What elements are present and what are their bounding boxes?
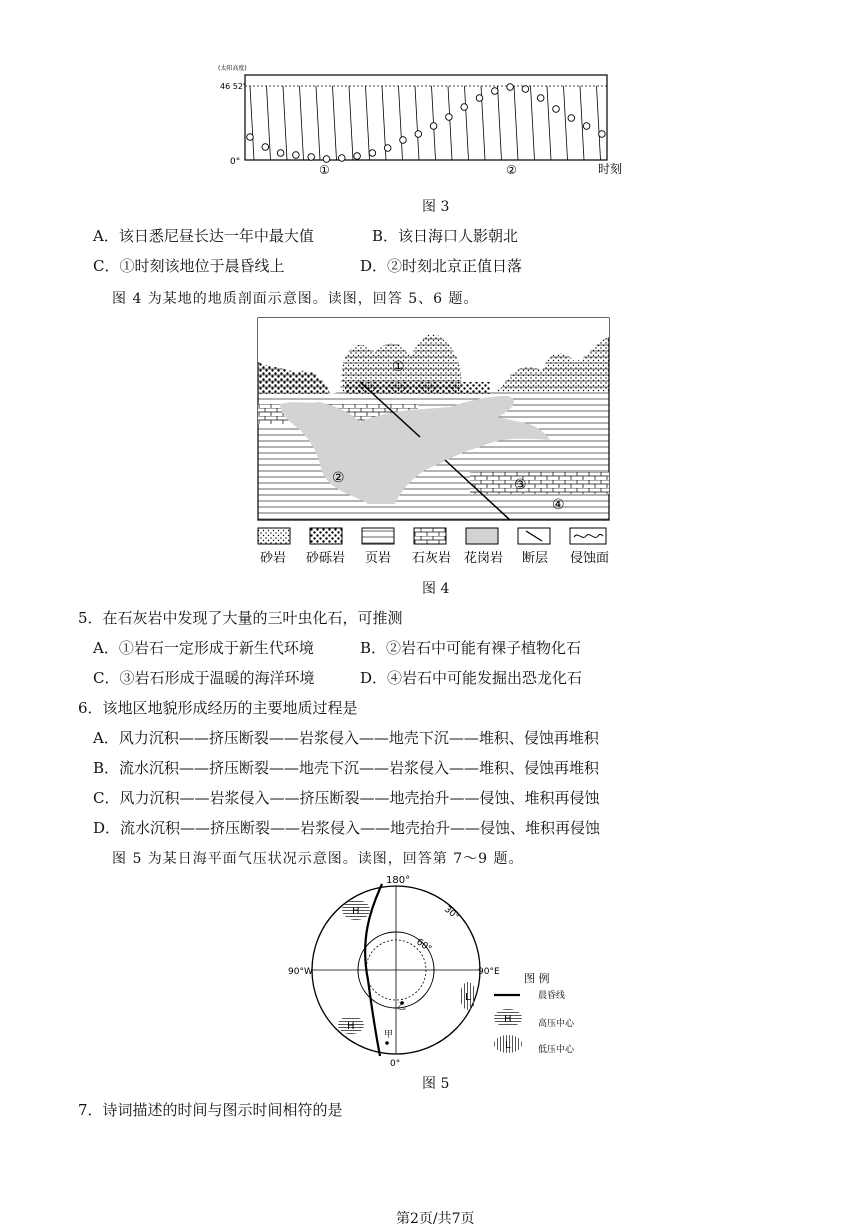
fig3-sun-circle xyxy=(553,106,560,113)
q5-stem: 5．在石灰岩中发现了大量的三叶虫化石，可推测 xyxy=(78,609,403,627)
fig3-slant-line xyxy=(498,86,502,160)
fig5-legend-high: 高压中心 xyxy=(538,1019,575,1029)
fig4-label-2: ② xyxy=(332,470,345,486)
fig3-sun-circle xyxy=(446,114,453,121)
fig3-yaxis-title: (太阳高度) xyxy=(218,65,247,72)
fig3-sun-circle xyxy=(277,150,284,157)
fig3-slant-line xyxy=(531,86,535,160)
fig3-slant-line xyxy=(349,86,353,160)
q5-option-a: A．①岩石一定形成于新生代环境 xyxy=(93,639,314,657)
fig5-legend-h-symbol: H xyxy=(504,1014,512,1025)
fig4-label-1: ① xyxy=(392,359,405,375)
fig4-legend-shale: 页岩 xyxy=(365,551,392,566)
fig5-label-180: 180° xyxy=(386,875,411,886)
fig3-sun-circle xyxy=(476,95,483,102)
page-footer: 第2页/共7页 xyxy=(396,1211,475,1227)
intro-fig5: 图 5 为某日海平面气压状况示意图。读图，回答第 7～9 题。 xyxy=(112,851,524,867)
q6-option-c: C．风力沉积——岩浆侵入——挤压断裂——地壳抬升——侵蚀、堆积再侵蚀 xyxy=(93,789,600,807)
figure-5 xyxy=(280,870,610,1070)
q5-option-d: D．④岩石中可能发掘出恐龙化石 xyxy=(360,669,583,687)
fig3-slant-line xyxy=(283,86,287,160)
fig5-label-90e: 90°E xyxy=(478,967,500,977)
fig4-legend-erosion: 侵蚀面 xyxy=(570,551,610,566)
fig3-sun-circle xyxy=(599,131,606,138)
q5-option-c: C．③岩石形成于温暖的海洋环境 xyxy=(93,669,315,687)
fig5-label-60: 60° xyxy=(414,937,434,955)
fig3-sun-circle xyxy=(354,153,361,160)
fig4-legend-conglomerate: 砂砾岩 xyxy=(306,551,346,566)
q4-option-d: D．②时刻北京正值日落 xyxy=(360,257,523,275)
fig4-label-4: ④ xyxy=(552,497,565,513)
fig4-label-3: ③ xyxy=(514,477,527,493)
figure-4 xyxy=(250,312,620,572)
fig5-legend-terminator: 晨昏线 xyxy=(538,991,566,1001)
fig3-sun-circle xyxy=(323,156,330,163)
fig4-legend-limestone: 石灰岩 xyxy=(412,551,452,566)
fig3-slant-line xyxy=(300,86,304,160)
q7-stem: 7．诗词描述的时间与图示时间相符的是 xyxy=(78,1101,343,1119)
q6-option-a: A．风力沉积——挤压断裂——岩浆侵入——地壳下沉——堆积、侵蚀再堆积 xyxy=(93,729,599,747)
fig3-slant-line xyxy=(366,86,370,160)
fig5-label-0: 0° xyxy=(390,1059,401,1069)
fig5-caption: 图 5 xyxy=(422,1076,450,1092)
fig3-slant-line xyxy=(465,86,469,160)
fig3-slant-line xyxy=(448,86,452,160)
fig5-legend-title: 图 例 xyxy=(524,972,550,985)
fig3-ytick-top: 46 52' xyxy=(220,82,246,91)
fig3-sun-circle xyxy=(492,88,499,95)
q4-option-a: A．该日悉尼昼长达一年中最大值 xyxy=(93,227,314,245)
fig3-slant-line xyxy=(415,86,419,160)
fig5-label-30: 30° xyxy=(442,904,461,923)
fig3-slant-line xyxy=(250,86,254,160)
fig3-sun-circle xyxy=(522,86,529,93)
fig5-high-north: H xyxy=(352,906,360,917)
fig3-slant-line xyxy=(316,86,320,160)
fig5-legend-l-symbol: L xyxy=(505,1040,511,1051)
q6-option-b: B．流水沉积——挤压断裂——地壳下沉——岩浆侵入——堆积、侵蚀再堆积 xyxy=(93,759,600,777)
fig3-sun-circle xyxy=(537,95,544,102)
intro-fig4: 图 4 为某地的地质剖面示意图。读图，回答 5、6 题。 xyxy=(112,291,479,307)
fig3-xlabel: 时刻 xyxy=(598,162,623,176)
fig3-sun-circle xyxy=(308,154,315,161)
fig5-label-yi: 乙 xyxy=(397,1002,407,1012)
fig5-label-jia: 甲 xyxy=(384,1030,394,1040)
fig3-sun-circle xyxy=(583,123,590,130)
q6-option-d: D．流水沉积——挤压断裂——岩浆侵入——地壳抬升——侵蚀、堆积再侵蚀 xyxy=(93,819,601,837)
q4-option-b: B．该日海口人影朝北 xyxy=(372,227,519,245)
fig4-caption: 图 4 xyxy=(422,581,450,597)
figure-3 xyxy=(210,60,640,180)
fig5-label-90w: 90°W xyxy=(288,967,313,977)
fig3-sun-circle xyxy=(568,115,575,122)
fig5-legend-low: 低压中心 xyxy=(538,1045,575,1055)
fig3-ytick-zero: 0° xyxy=(230,157,241,167)
fig3-marker-1: ① xyxy=(319,163,330,177)
fig3-sun-circle xyxy=(384,145,391,152)
fig3-marker-2: ② xyxy=(506,163,517,177)
fig3-caption: 图 3 xyxy=(422,199,450,215)
fig5-low: L xyxy=(465,992,471,1003)
q5-option-b: B．②岩石中可能有裸子植物化石 xyxy=(360,639,582,657)
fig3-slant-line xyxy=(547,86,551,160)
fig5-high-south: H xyxy=(347,1021,355,1032)
fig3-slant-line xyxy=(564,86,568,160)
fig3-sun-circle xyxy=(430,123,437,130)
fig3-slant-line xyxy=(399,86,403,160)
q4-option-c: C．①时刻该地位于晨昏线上 xyxy=(93,257,285,275)
fig3-slant-line xyxy=(597,86,601,160)
q6-stem: 6．该地区地貌形成经历的主要地质过程是 xyxy=(78,699,358,717)
fig3-slant-line xyxy=(580,86,584,160)
fig3-sun-circle xyxy=(262,144,269,151)
fig3-sun-circle xyxy=(507,84,514,91)
fig3-sun-circle xyxy=(247,134,254,141)
fig4-legend-sandstone: 砂岩 xyxy=(260,551,287,566)
fig4-legend-granite: 花岗岩 xyxy=(464,551,504,566)
fig3-sun-circle xyxy=(293,152,300,159)
fig3-sun-circle xyxy=(339,155,346,162)
fig3-sun-circle xyxy=(415,131,422,138)
fig3-slant-line xyxy=(333,86,337,160)
fig3-sun-circle xyxy=(400,137,407,144)
fig3-sun-circle xyxy=(369,150,376,157)
fig3-slant-line xyxy=(514,86,518,160)
fig4-legend-fault: 断层 xyxy=(522,551,549,566)
fig3-sun-circle xyxy=(461,104,468,111)
